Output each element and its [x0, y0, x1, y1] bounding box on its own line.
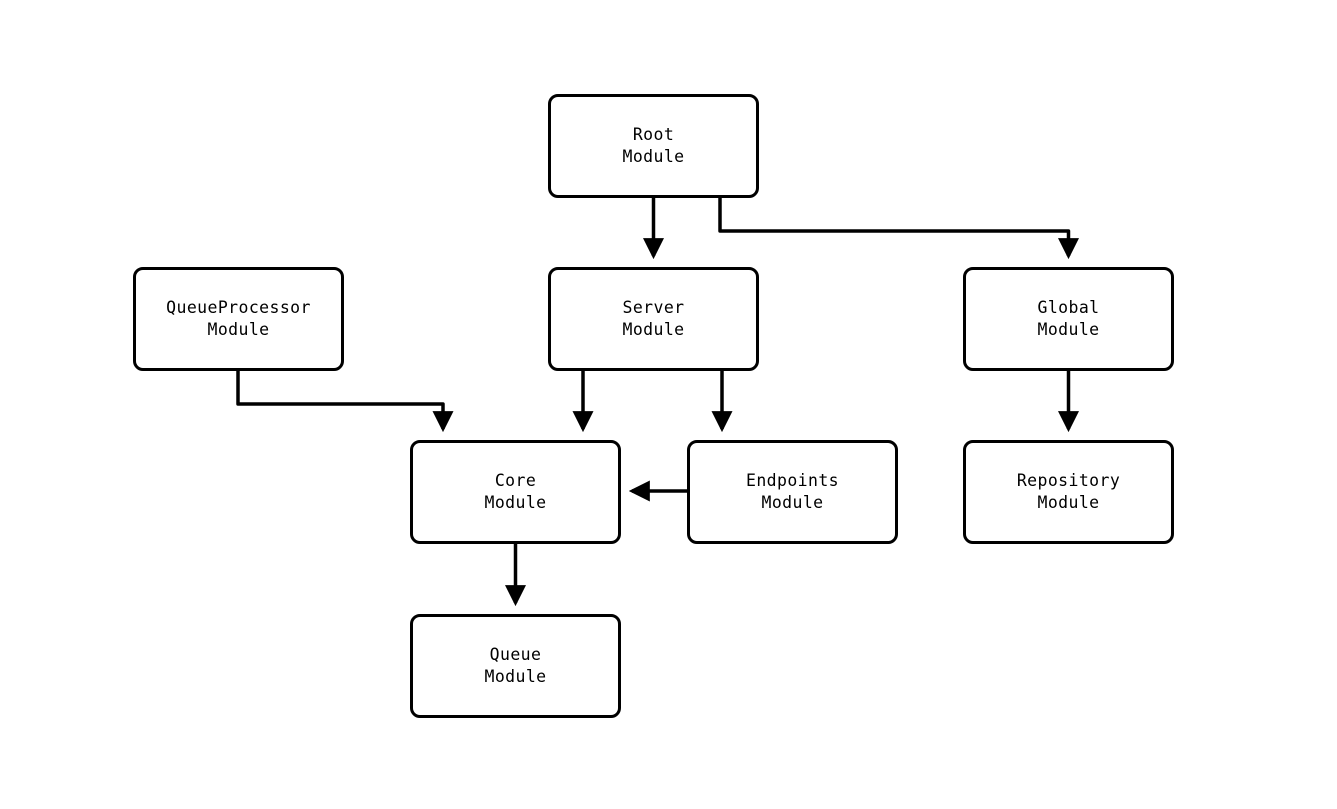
- node-global-module[interactable]: [963, 267, 1174, 371]
- node-root-module[interactable]: [548, 94, 759, 198]
- node-label-line2: Module: [1037, 320, 1100, 339]
- node-label-line1: Queue: [489, 645, 542, 664]
- node-label-line2: Module: [484, 667, 547, 686]
- node-queueprocessor-module[interactable]: [133, 267, 344, 371]
- node-label-line1: Root: [632, 125, 675, 144]
- node-server-module[interactable]: [548, 267, 759, 371]
- node-label-line1: Repository: [1016, 471, 1121, 490]
- node-label-line2: Module: [207, 320, 270, 339]
- node-repository-module[interactable]: [963, 440, 1174, 544]
- node-label-line1: Core: [494, 471, 537, 490]
- node-label-line2: Module: [622, 147, 685, 166]
- node-label-line2: Module: [1037, 493, 1100, 512]
- node-label-line2: Module: [761, 493, 824, 512]
- node-core-module[interactable]: [410, 440, 621, 544]
- node-label-line1: Global: [1037, 298, 1100, 317]
- edge-queueprocessor-to-core: [238, 371, 443, 429]
- edge-root-to-global: [720, 198, 1069, 256]
- node-label-line1: Server: [622, 298, 685, 317]
- node-label-line1: QueueProcessor: [166, 298, 311, 317]
- node-queue-module[interactable]: [410, 614, 621, 718]
- node-endpoints-module[interactable]: [687, 440, 898, 544]
- node-label-line2: Module: [622, 320, 685, 339]
- node-label-line1: Endpoints: [745, 471, 839, 490]
- node-label-line2: Module: [484, 493, 547, 512]
